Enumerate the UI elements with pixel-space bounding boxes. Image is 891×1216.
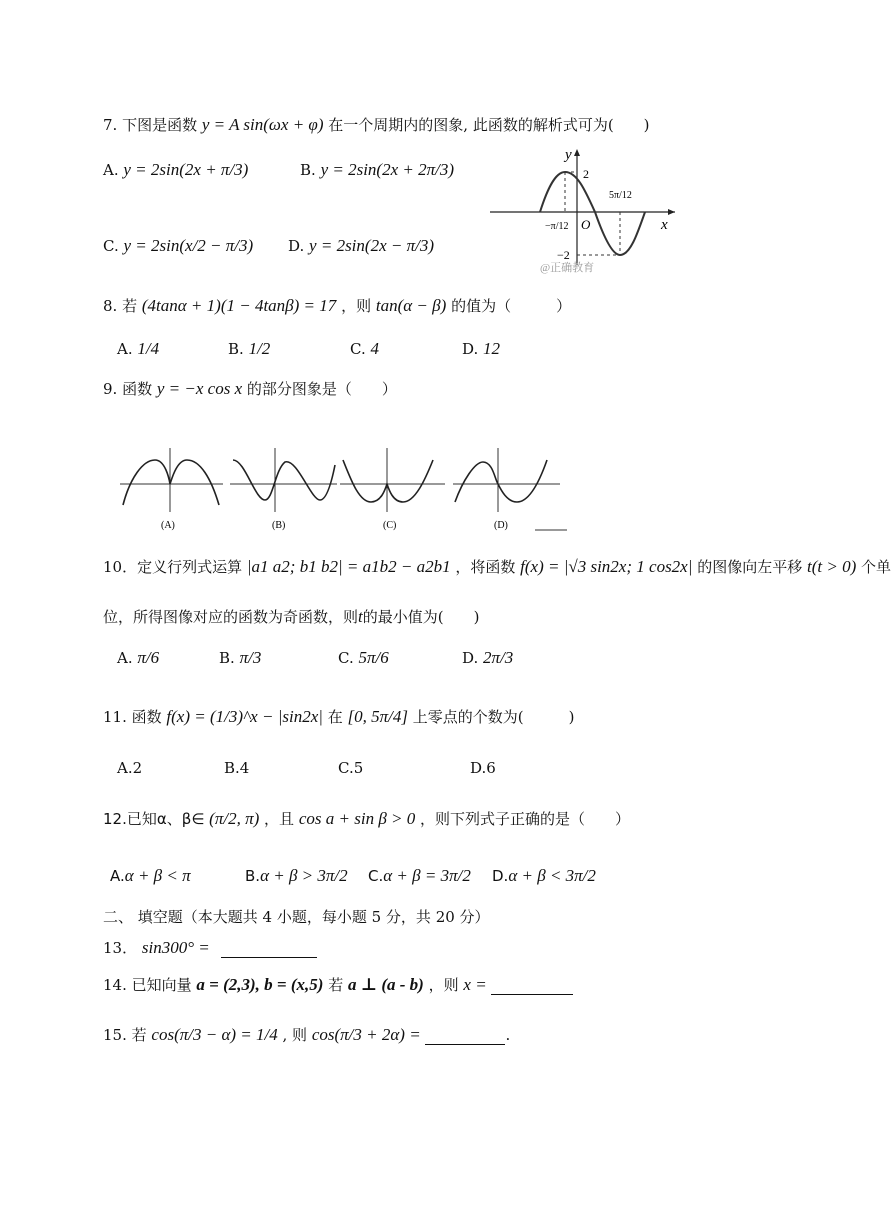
q10-formula: |a1 a2; b1 b2| = a1b2 − a2b1 bbox=[246, 557, 451, 576]
q7-stem: 7. 下图是函数 y = A sin(ωx + φ) 在一个周期内的图象, 此函数的解析式可为( ) bbox=[103, 115, 650, 134]
q12-option-d[interactable]: D.α + β < 3π/2 bbox=[492, 866, 596, 885]
q15-answer-blank[interactable] bbox=[425, 1026, 505, 1045]
section-2-heading: 二、 填空题（本大题共 4 小题，每小题 5 分，共 20 分） bbox=[103, 908, 490, 926]
q7-curve bbox=[540, 172, 645, 255]
q7-x-right: 5π/12 bbox=[609, 190, 632, 201]
q8-option-b[interactable]: B. 1/2 bbox=[228, 339, 271, 358]
q7-option-d[interactable]: D. y = 2sin(2x − π/3) bbox=[288, 236, 434, 255]
q11-formula: f(x) = (1/3)^x − |sin2x| bbox=[166, 707, 323, 726]
q9-stem: 9. 函数 y = −x cos x 的部分图象是（ ） bbox=[103, 379, 397, 398]
q13-formula: sin300° = bbox=[141, 938, 210, 957]
q10-option-d[interactable]: D. 2π/3 bbox=[462, 648, 514, 667]
q11-interval: [0, 5π/4] bbox=[347, 707, 408, 726]
q7-option-d-expr: y = 2sin(2x − π/3) bbox=[309, 236, 434, 255]
q10-formula3: t(t > 0) bbox=[806, 557, 857, 576]
q10-stem-line2: 位，所得图像对应的函数为奇函数，则t的最小值为( ) bbox=[103, 607, 480, 626]
q7-formula: y = A sin(ωx + φ) bbox=[201, 115, 324, 134]
q8-formula: (4tanα + 1)(1 − 4tanβ) = 17 bbox=[141, 296, 337, 315]
q7-option-a-expr: y = 2sin(2x + π/3) bbox=[123, 160, 249, 179]
q10-formula2: f(x) = |√3 sin2x; 1 cos2x| bbox=[520, 557, 693, 576]
q13-answer-blank[interactable] bbox=[221, 939, 317, 958]
q15-formula2: cos(π/3 + 2α) = bbox=[311, 1025, 421, 1044]
q7-y-arrow-icon bbox=[574, 149, 580, 156]
q11-option-c[interactable]: C.5 bbox=[338, 759, 364, 777]
q11-option-b[interactable]: B.4 bbox=[224, 759, 250, 777]
q9-graph-b[interactable] bbox=[230, 448, 337, 531]
svg-text:(D): (D) bbox=[494, 520, 508, 531]
q9-graph-c[interactable] bbox=[340, 448, 445, 531]
q7-option-b-expr: y = 2sin(2x + 2π/3) bbox=[320, 160, 455, 179]
q11-option-a[interactable]: A.2 bbox=[117, 759, 143, 777]
q12-option-c[interactable]: C.α + β = 3π/2 bbox=[368, 866, 471, 885]
q8-option-d[interactable]: D. 12 bbox=[462, 339, 501, 358]
q14-stem: 14. 已知向量 a = (2,3), b = (x,5) 若 a ⊥ (a - b) ，则 x = bbox=[103, 974, 573, 995]
q12-interval: (π/2, π) bbox=[209, 809, 260, 828]
q14-formula2: a ⊥ (a - b) bbox=[348, 975, 424, 994]
q9-graph-a[interactable] bbox=[120, 448, 223, 531]
q10-option-a[interactable]: A. π/6 bbox=[117, 648, 160, 667]
q7-option-c-expr: y = 2sin(x/2 − π/3) bbox=[123, 236, 254, 255]
q7-y-top: 2 bbox=[583, 167, 589, 181]
q15-formula: cos(π/3 − α) = 1/4 bbox=[151, 1025, 278, 1044]
q8-formula2: tan(α − β) bbox=[375, 296, 447, 315]
q10-option-b[interactable]: B. π/3 bbox=[219, 648, 262, 667]
q7-option-a[interactable]: A. y = 2sin(2x + π/3) bbox=[103, 160, 249, 179]
q7-option-c[interactable]: C. y = 2sin(x/2 − π/3) bbox=[103, 236, 254, 255]
q14-answer-blank[interactable] bbox=[491, 976, 573, 995]
q13-stem: 13． sin300° = bbox=[103, 937, 317, 958]
q8-stem: 8. 若 (4tanα + 1)(1 − 4tanβ) = 17 ，则 tan(α − β) 的值为（ ） bbox=[103, 296, 572, 315]
q9-graph-options bbox=[115, 440, 575, 540]
q7-x-label: x bbox=[661, 217, 668, 233]
q7-sine-graph bbox=[485, 145, 685, 275]
svg-text:(C): (C) bbox=[383, 520, 397, 531]
q10-stem: 10．定义行列式运算 |a1 a2; b1 b2| = a1b2 − a2b1 ，将函数 f(x) = |√3 sin2x; 1 cos2x| 的图像向左平移 t(t > 0) 个单 bbox=[103, 557, 891, 576]
q12-stem: 12.已知α、β∈ (π/2, π) ，且 cos a + sin β > 0 ，则下列式子正确的是（ ） bbox=[103, 809, 631, 828]
q11-option-d[interactable]: D.6 bbox=[470, 759, 496, 777]
q9-graph-d[interactable] bbox=[453, 448, 560, 531]
svg-text:(A): (A) bbox=[161, 520, 175, 531]
q14-formula: a = (2,3), b = (x,5) bbox=[196, 975, 324, 994]
q10-option-c[interactable]: C. 5π/6 bbox=[338, 648, 389, 667]
q9-formula: y = −x cos x bbox=[156, 379, 243, 398]
q8-option-c[interactable]: C. 4 bbox=[350, 339, 379, 358]
q11-stem: 11. 函数 f(x) = (1/3)^x − |sin2x| 在 [0, 5π/4] 上零点的个数为( ) bbox=[103, 707, 575, 726]
q12-option-b[interactable]: B.α + β > 3π/2 bbox=[245, 866, 348, 885]
q7-x-arrow-icon bbox=[668, 209, 675, 215]
q7-origin: O bbox=[581, 217, 591, 232]
q12-formula: cos a + sin β > 0 bbox=[298, 809, 416, 828]
q12-option-a[interactable]: A.α + β < π bbox=[110, 866, 191, 885]
q7-option-b[interactable]: B. y = 2sin(2x + 2π/3) bbox=[300, 160, 455, 179]
q7-y-bottom: −2 bbox=[557, 248, 570, 262]
svg-text:(B): (B) bbox=[272, 520, 286, 531]
q7-watermark: @正确教育 bbox=[540, 262, 595, 274]
q7-x-left: −π/12 bbox=[545, 221, 569, 232]
q15-stem: 15. 若 cos(π/3 − α) = 1/4 , 则 cos(π/3 + 2α) = . bbox=[103, 1025, 511, 1044]
q7-y-label: y bbox=[565, 147, 572, 163]
q8-option-a[interactable]: A. 1/4 bbox=[117, 339, 160, 358]
q14-formula3: x = bbox=[463, 975, 487, 994]
